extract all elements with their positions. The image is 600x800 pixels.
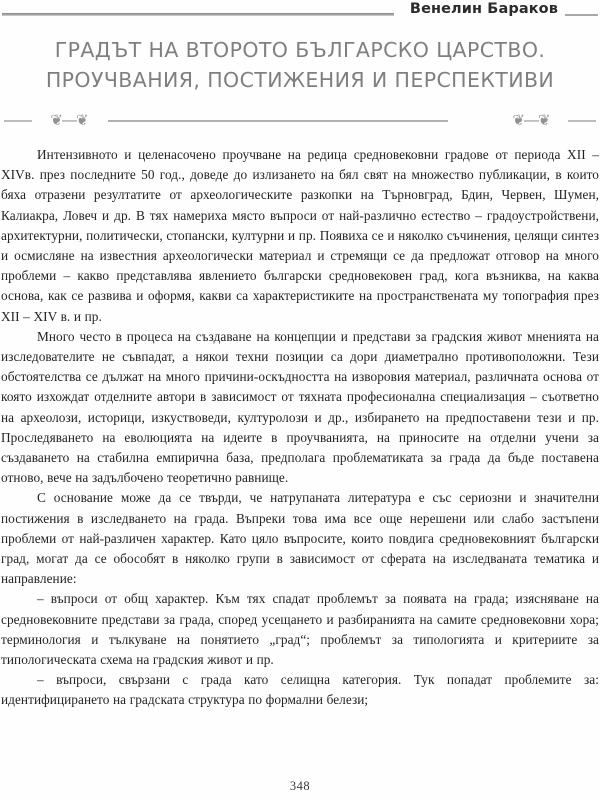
header-rule-left	[2, 13, 394, 16]
article-title	[0, 35, 600, 95]
body-text-column	[0, 145, 600, 711]
divider-rule-mid-right	[300, 120, 448, 122]
paragraph: Интензивното и целенасочено проучване на редица средновековни градове от периода XII – XIVв. през последните 50 год., доведе до излизането на бял свят на множество публикации, в които бяха отразени резултатите от археологическите разкопки на Търновград, Бдин, Червен, Шумен, Калиакра, Ловеч и др. В тях намериха място въпроси от най-различно естество – градоустройствени, архитектурни, политически, стопански, културни и пр. Появиха се и няколко съчинения, целящи синтез и осмисляне на известния археологически материал и стремящи се да предложат отговор на много проблеми – какво представлява явлението български средновековен град, кога възниква, на каква основа, как се развива и оформя, какви са характеристиките на пространствената му топография през XII – XIV в. и пр.	[1, 147, 599, 324]
paragraph: – въпроси от общ характер. Към тях спадат проблемът за появата на града; изясняване на средновековните представи за града, според усещането и разбиранията на самите средновековни хора; терминология и тълкуване на понятието „град“; проблемът за типологията и критериите за типологическата схема на градския живот и пр.	[1, 591, 599, 668]
divider-rule-far-left	[4, 120, 32, 122]
ornamental-divider	[0, 103, 600, 139]
ornament-glyph-right: ❦―❦	[512, 111, 550, 129]
paragraph: Много често в процеса на създаване на концепции и представи за градския живот мненията на изследователите не съвпадат, а някои техни позиции са дори диаметрално противоположни. Тези обстоятелства се дължат на много причини-оскъдността на изворовия материал, различната основа от която изхождат отделните автори в зависимост от тяхната професионална специализация – съответно на археолози, историци, изкуствоведи, културолози и др., избирането на предпоставени тези и пр. Проследяването на еволюцията на идеите в проучванията, на приносите на отделни учени за създаването на стабилна емпирична база, предполага проблематиката за града да бъде поставена отново, вече на задълбочено теоретично равнище.	[1, 328, 599, 486]
header-rule-right	[565, 14, 598, 16]
title-line-1: ГРАДЪТ НА ВТОРОТО БЪЛГАРСКО ЦАРСТВО.	[54, 38, 546, 62]
ornament-glyph-left: ❦―❦	[50, 111, 88, 129]
title-line-2: ПРОУЧВАНИЯ, ПОСТИЖЕНИЯ И ПЕРСПЕКТИВИ	[45, 68, 555, 92]
author-name: Венелин Бараков	[409, 1, 558, 17]
divider-rule-mid-left	[108, 120, 300, 122]
paragraph: – въпроси, свързани с града като селищна категория. Тук попадат проблемите за: идентифицирането на градската структура по формални белези;	[1, 672, 599, 708]
divider-rule-far-right	[568, 120, 596, 122]
paragraph: С основание може да се твърди, че натрупаната литература е със сериозни и значителни постижения в изследването на града. Въпреки това има все още нерешени или слабо застъпени проблеми от най-различен характер. Като цяло въпросите, които повдига средновековният български град, могат да се обособят в няколко групи в зависимост от сферата на изследваната тематика и направление:	[1, 490, 599, 587]
running-head	[0, 0, 600, 30]
page-number: 348	[289, 779, 311, 793]
